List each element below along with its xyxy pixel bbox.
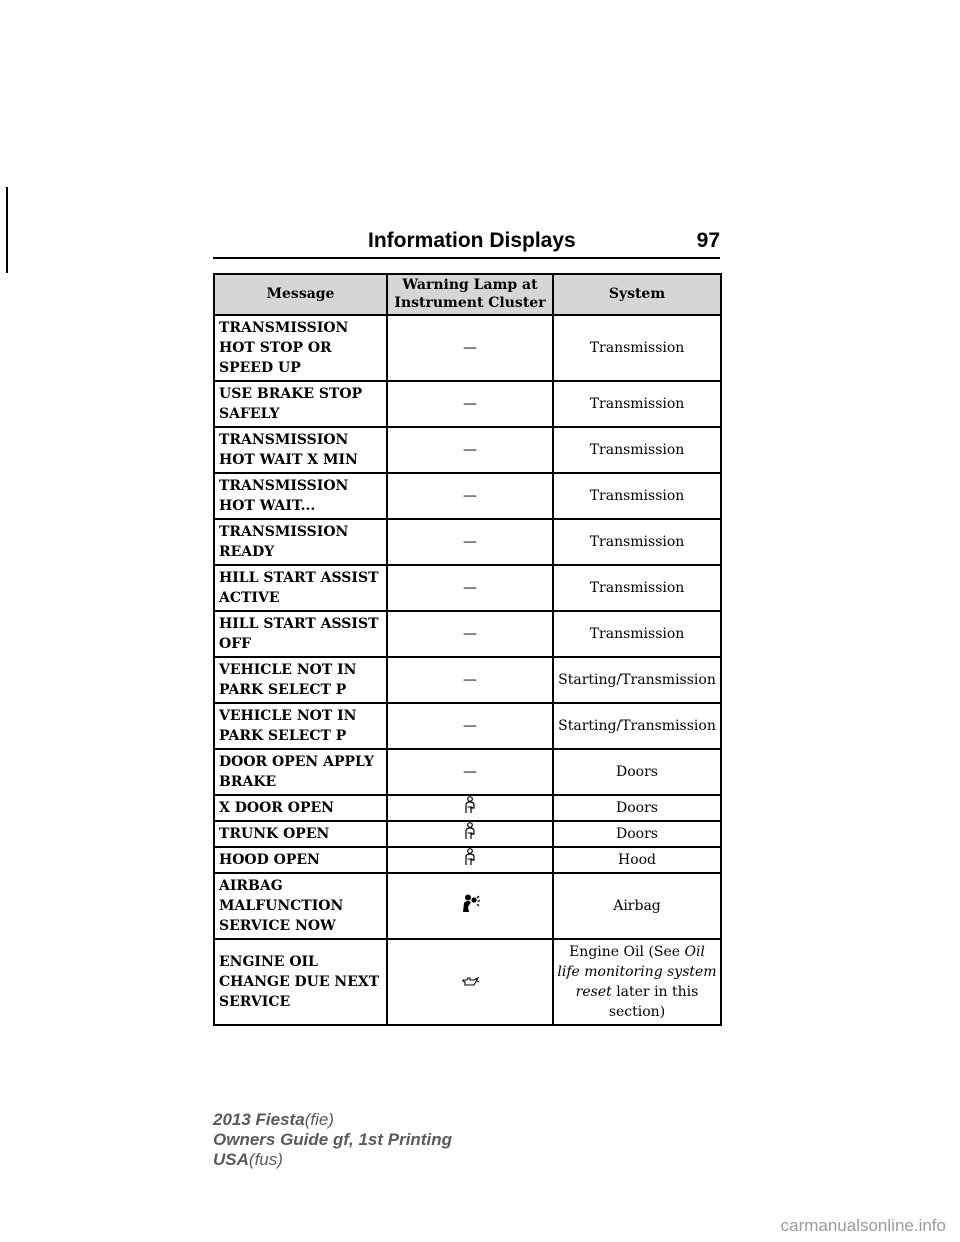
footer-model: 2013 Fiesta [213,1110,305,1129]
message-cell: TRANSMISSION HOT WAIT... [214,473,387,519]
table-row [214,519,721,565]
footer-imprint [213,1110,452,1170]
table-row [214,315,721,381]
system-cell: Transmission [553,519,721,565]
table-row [214,873,721,939]
page-title: Information Displays [368,229,576,252]
system-cell: Transmission [553,473,721,519]
warning-lamp-cell: — [387,749,553,795]
table-row [214,565,721,611]
door-ajar-icon [464,796,476,820]
system-cell: Starting/Transmission [553,657,721,703]
warning-lamp-cell: — [387,657,553,703]
system-text: Engine Oil (See [569,944,685,960]
system-cell: Doors [553,821,721,847]
cross-reference-text: Oil life monitoring system reset [557,944,717,1000]
footer-market: USA [213,1150,249,1169]
system-cell: Starting/Transmission [553,703,721,749]
table-row [214,657,721,703]
column-header-system: System [553,274,721,315]
column-header-warning-lamp: Warning Lamp at Instrument Cluster [387,274,553,315]
page-header [213,229,720,259]
door-ajar-icon [464,848,476,872]
table-row [214,749,721,795]
system-cell: Hood [553,847,721,873]
warning-lamp-cell: — [387,381,553,427]
warning-lamp-cell: — [387,703,553,749]
table-row [214,795,721,821]
watermark: carmanualsonline.info [780,1216,946,1235]
system-cell: Transmission [553,427,721,473]
message-cell: X DOOR OPEN [214,795,387,821]
message-cell: TRANSMISSION HOT STOP OR SPEED UP [214,315,387,381]
messages-table [213,273,722,1026]
warning-lamp-cell: — [387,611,553,657]
system-cell: Doors [553,795,721,821]
table-row [214,427,721,473]
warning-lamp-cell [387,847,553,873]
message-cell: HOOD OPEN [214,847,387,873]
system-text: later in this section) [608,984,699,1020]
table-row [214,703,721,749]
table-row [214,821,721,847]
warning-lamp-cell [387,873,553,939]
column-header-message: Message [214,274,387,315]
message-cell: AIRBAG MALFUNCTION SERVICE NOW [214,873,387,939]
message-cell: USE BRAKE STOP SAFELY [214,381,387,427]
table-row [214,847,721,873]
message-cell: HILL START ASSIST OFF [214,611,387,657]
warning-lamp-cell [387,821,553,847]
table-row [214,473,721,519]
page-number: 97 [696,229,720,252]
system-cell: Airbag [553,873,721,939]
table-row [214,611,721,657]
system-cell: Transmission [553,565,721,611]
footer-guide: Owners Guide gf, 1st Printing [213,1130,452,1149]
footer-model-code: (fie) [304,1110,334,1129]
message-cell: TRANSMISSION READY [214,519,387,565]
airbag-icon [459,894,481,918]
warning-lamp-cell: — [387,519,553,565]
oil-can-icon [461,972,479,992]
system-cell [553,939,721,1025]
door-ajar-icon [464,822,476,846]
table-row [214,939,721,1025]
warning-lamp-cell: — [387,565,553,611]
warning-lamp-cell [387,939,553,1025]
message-cell: TRANSMISSION HOT WAIT X MIN [214,427,387,473]
system-cell: Transmission [553,381,721,427]
message-cell: DOOR OPEN APPLY BRAKE [214,749,387,795]
system-cell: Doors [553,749,721,795]
table-row [214,381,721,427]
warning-lamp-cell: — [387,315,553,381]
message-cell: TRUNK OPEN [214,821,387,847]
message-cell: VEHICLE NOT IN PARK SELECT P [214,703,387,749]
warning-lamp-cell: — [387,427,553,473]
system-cell: Transmission [553,611,721,657]
warning-lamp-cell [387,795,553,821]
warning-lamp-cell: — [387,473,553,519]
footer-market-code: (fus) [248,1150,283,1169]
crop-mark [6,187,8,273]
message-cell: ENGINE OIL CHANGE DUE NEXT SERVICE [214,939,387,1025]
message-cell: VEHICLE NOT IN PARK SELECT P [214,657,387,703]
message-cell: HILL START ASSIST ACTIVE [214,565,387,611]
system-cell: Transmission [553,315,721,381]
table-header-row [214,274,721,315]
